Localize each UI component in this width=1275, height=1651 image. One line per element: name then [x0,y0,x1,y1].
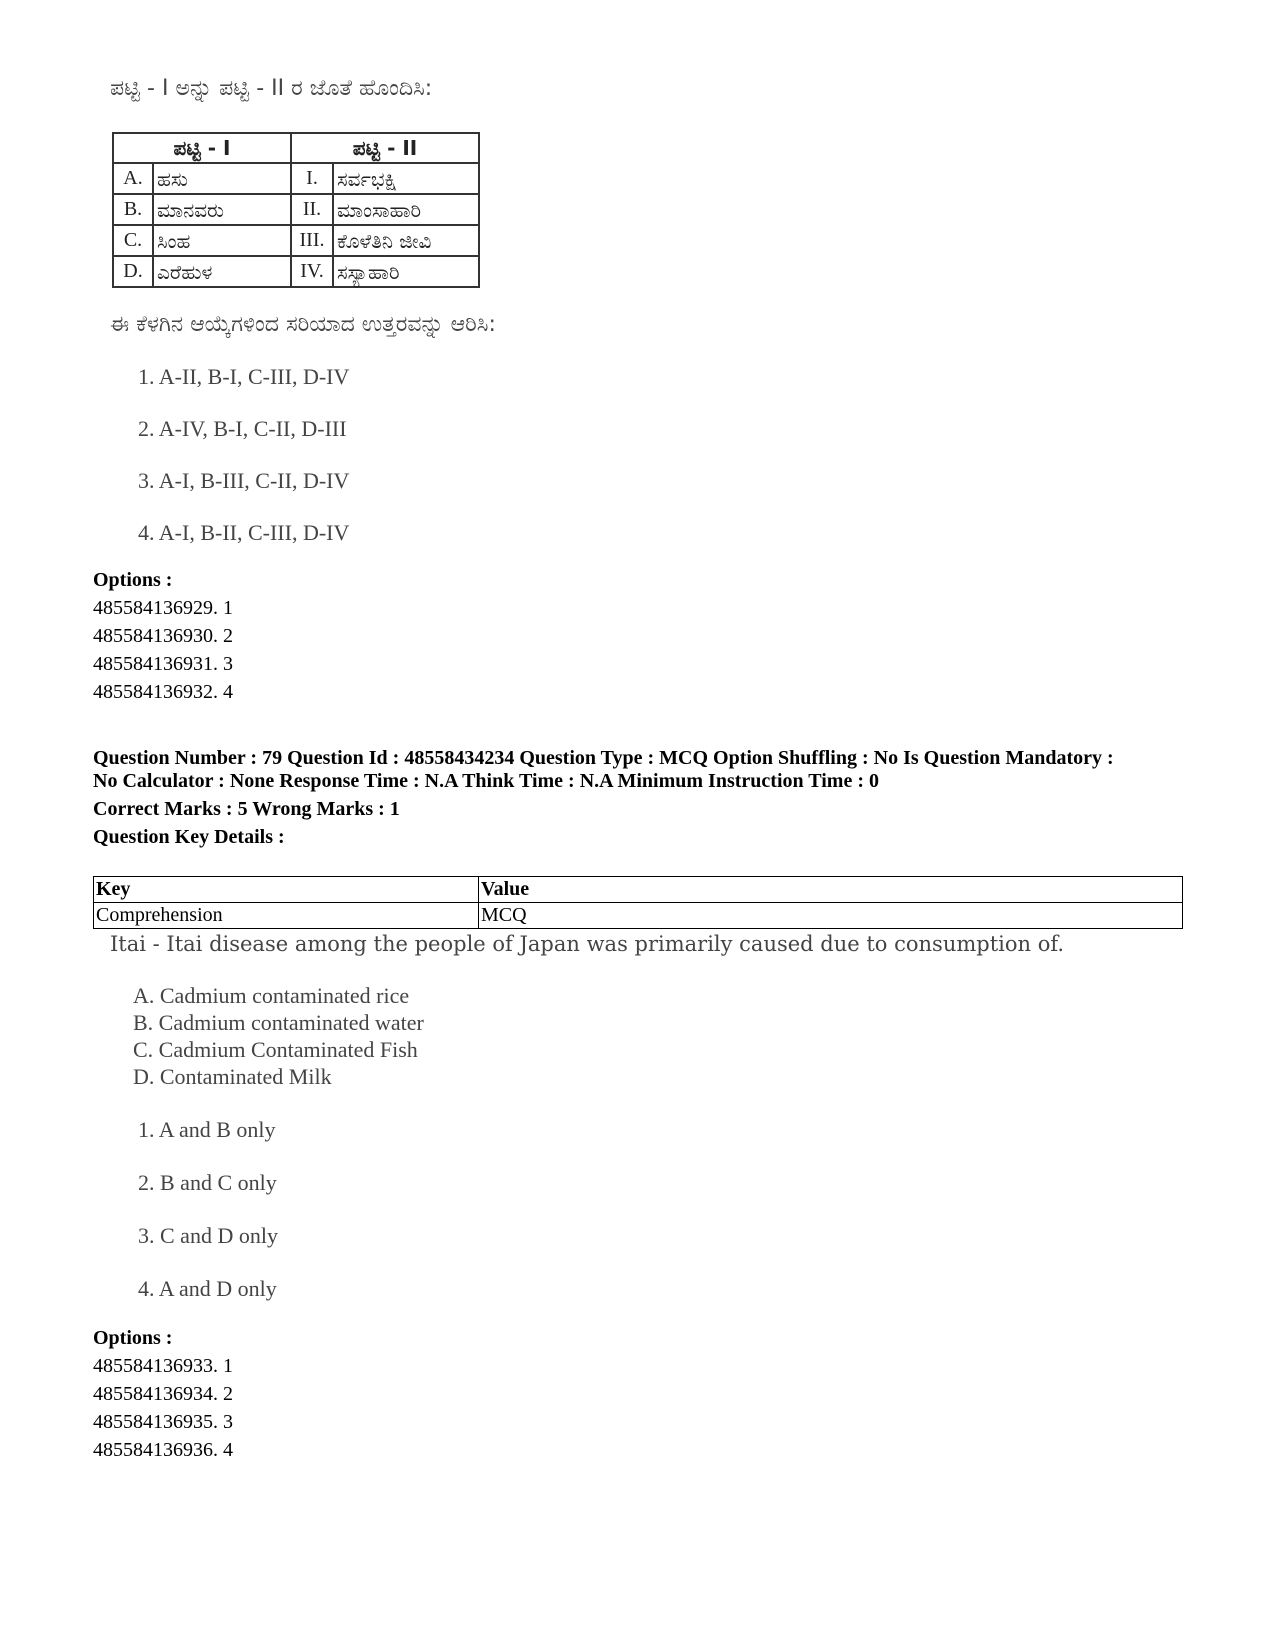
list1-label: A. [113,163,153,194]
q79-question: Itai - Itai disease among the people of Japan was primarily caused due to consumption of. [110,932,1065,956]
table-row [113,256,479,287]
list2-header: ಪಟ್ಟಿ - II [291,133,479,163]
list1-header: ಪಟ್ಟಿ - I [113,133,291,163]
table-row [113,194,479,225]
match-table-header [113,133,479,163]
table-row [113,225,479,256]
value-header: Value [479,877,1183,903]
key-cell: Comprehension [94,903,479,929]
list2-label: III. [291,225,333,256]
table-row [113,163,479,194]
table-row [94,877,1183,903]
q79-choice-4: 4. A and D only [138,1276,277,1301]
list2-value: ಸರ್ವಭಕ್ಷಿ [333,163,479,194]
list1-value: ಹಸು [153,163,291,194]
match-table [112,132,480,288]
q78-instruction: ಪಟ್ಟಿ - I ಅನ್ನು ಪಟ್ಟಿ - II ರ ಜೊತೆ ಹೊಂದಿಸಿ: [110,76,433,101]
list2-value: ಸಸ್ಯಾಹಾರಿ [333,256,479,287]
q79-marks: Correct Marks : 5 Wrong Marks : 1 [93,798,400,820]
list2-label: IV. [291,256,333,287]
list2-label: II. [291,194,333,225]
option-id: 485584136929. 1 [93,597,233,619]
q78-options-label: Options : [93,569,173,591]
table-row [94,903,1183,929]
key-details-table [93,876,1183,929]
list1-label: C. [113,225,153,256]
list1-value: ಮಾನವರು [153,194,291,225]
q79-statement-c: C. Cadmium Contaminated Fish [133,1037,418,1062]
option-id: 485584136936. 4 [93,1439,233,1461]
q79-meta-line1: Question Number : 79 Question Id : 48558434234 Question Type : MCQ Option Shuffling : No Is Question Mandatory : [93,747,1114,769]
option-id: 485584136935. 3 [93,1411,233,1433]
q78-choice-2: 2. A-IV, B-I, C-II, D-III [138,416,347,441]
q78-prompt: ಈ ಕೆಳಗಿನ ಆಯ್ಕೆಗಳಿಂದ ಸರಿಯಾದ ಉತ್ತರವನ್ನು ಆರಿಸಿ: [110,312,496,337]
list1-label: B. [113,194,153,225]
q78-choice-1: 1. A-II, B-I, C-III, D-IV [138,364,350,389]
q79-statement-a: A. Cadmium contaminated rice [133,983,410,1008]
q79-key-details-label: Question Key Details : [93,826,285,848]
option-id: 485584136932. 4 [93,681,233,703]
option-id: 485584136934. 2 [93,1383,233,1405]
list2-label: I. [291,163,333,194]
q79-statement-d: D. Contaminated Milk [133,1064,332,1089]
value-cell: MCQ [479,903,1183,929]
list2-value: ಮಾಂಸಾಹಾರಿ [333,194,479,225]
q79-options-label: Options : [93,1327,173,1349]
list1-value: ಸಿಂಹ [153,225,291,256]
list1-label: D. [113,256,153,287]
option-id: 485584136930. 2 [93,625,233,647]
list1-value: ಎರೆಹುಳ [153,256,291,287]
key-header: Key [94,877,479,903]
q78-choice-3: 3. A-I, B-III, C-II, D-IV [138,468,350,493]
option-id: 485584136931. 3 [93,653,233,675]
q79-meta-line2: No Calculator : None Response Time : N.A Think Time : N.A Minimum Instruction Time : 0 [93,770,879,792]
q79-choice-1: 1. A and B only [138,1117,276,1142]
option-id: 485584136933. 1 [93,1355,233,1377]
q79-statement-b: B. Cadmium contaminated water [133,1010,424,1035]
q79-choice-3: 3. C and D only [138,1223,278,1248]
q79-choice-2: 2. B and C only [138,1170,277,1195]
list2-value: ಕೊಳೆತಿನಿ ಜೀವಿ [333,225,479,256]
q78-choice-4: 4. A-I, B-II, C-III, D-IV [138,520,350,545]
